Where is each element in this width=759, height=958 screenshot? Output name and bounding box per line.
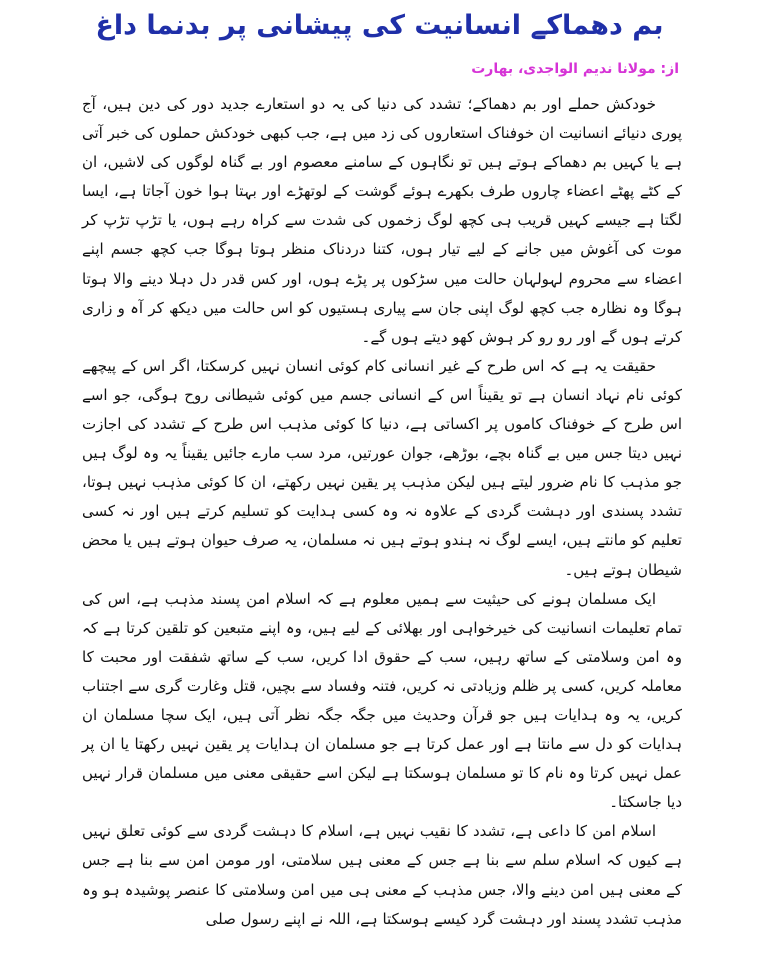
- paragraph-2: حقیقت یہ ہے کہ اس طرح کے غیر انسانی کام کوئی انسان نہیں کرسکتا، اگر اس کے پیچھے کوئی نام نہاد انسان ہے تو یقیناً اس کے انسانی جسم میں کوئی شیطانی روح ہوگی، جو اسے اس طرح کے خوفناک کاموں پر اکساتی ہے، دنیا کا کوئی مذہب اس طرح کے تشدد کی اجازت نہیں دیتا جس میں بے گناہ بچے، بوڑھے، جوان عورتیں، مرد سب مارے جائیں یقیناً یہ وہ لوگ ہیں جو مذہب کا نام ضرور لیتے ہیں لیکن مذہب پر یقین نہیں رکھتے، ان کا کوئی مذہب نہیں ہوتا، تشدد پسندی اور دہشت گردی کے علاوہ نہ وہ کسی ہدایت کو تسلیم کرتے ہیں اور نہ کسی تعلیم کو مانتے ہیں، ایسے لوگ نہ ہندو ہوتے ہیں نہ مسلمان، یہ صرف حیوان ہوتے ہیں یا محض شیطان ہوتے ہیں۔: [82, 356, 682, 579]
- paragraph-4: اسلام امن کا داعی ہے، تشدد کا نقیب نہیں ہے، اسلام کا دہشت گردی سے کوئی تعلق نہیں ہے کیوں کہ اسلام سلم سے بنا ہے جس کے معنی ہیں سلامتی، اور مومن امن سے بنا ہے جس کے معنی ہیں امن دینے والا، جس مذہب کے معنی ہی میں امن وسلامتی کا عنصر پوشیدہ ہو وہ مذہب تشدد پسند اور دہشت گرد کیسے ہوسکتا ہے، اللہ نے اپنے رسول صلی: [82, 822, 682, 928]
- article-title: بم دھماکے انسانیت کی پیشانی پر بدنما داغ: [95, 10, 664, 41]
- article-body: [82, 90, 682, 934]
- author-byline: از: مولانا ندیم الواجدی، بھارت: [471, 61, 679, 77]
- paragraph-1: خودکش حملے اور بم دھماکے؛ تشدد کی دنیا کی یہ دو استعارے جدید دور کی دین ہیں، آج پوری دنیائے انسانیت ان خوفناک استعاروں کی زد میں ہے، جب کبھی خودکش حملوں کی خبر آتی ہے یا کہیں بم دھماکے ہوتے ہیں تو نگاہوں کے سامنے معصوم اور بے گناہ لوگوں کی لاشیں، ان کے کٹے پھٹے اعضاء چاروں طرف بکھرے ہوئے گوشت کے لوتھڑے اور بہتا ہوا خون آجاتا ہے، ایسا لگتا ہے جیسے کہیں قریب ہی کچھ لوگ زخموں کی شدت سے کراہ رہے ہوں، یا تڑپ تڑپ کر موت کی آغوش میں جانے کے لیے تیار ہوں، کتنا دردناک منظر ہوتا ہوگا جب کچھ جسم اپنے اعضاء سے محروم لہولہان حالت میں سڑکوں پر پڑے ہوں، اور کس قدر دل دہلا دینے والا ہوتا ہوگا وہ نظارہ جب کچھ لوگ اپنی جان سے پیاری ہستیوں کو اس حالت میں دیکھ کر آہ و زاری کرتے ہوں گے اور رو رو کر ہوش کھو دیتے ہوں گے۔: [82, 95, 682, 346]
- paragraph-3: ایک مسلمان ہونے کی حیثیت سے ہمیں معلوم ہے کہ اسلام امن پسند مذہب ہے، اس کی تمام تعلیمات انسانیت کی خیرخواہی اور بھلائی کے لیے ہیں، وہ اپنے متبعین کو تلقین کرتا ہے کہ وہ امن وسلامتی کے ساتھ رہیں، سب کے حقوق ادا کریں، سب کے ساتھ شفقت اور محبت کا معاملہ کریں، کسی پر ظلم وزیادتی نہ کریں، فتنہ وفساد سے بچیں، قتل وغارت گری سے اجتناب کریں، یہ وہ ہدایات ہیں جو قرآن وحدیث میں جگہ جگہ نظر آتی ہیں، ایک سچا مسلمان ان ہدایات کو دل سے مانتا ہے اور عمل کرتا ہے جو مسلمان ان ہدایات پر یقین نہیں رکھتا یا ان پر عمل نہیں کرتا وہ نام کا تو مسلمان ہوسکتا ہے لیکن اسے حقیقی معنی میں مسلمان قرار نہیں دیا جاسکتا۔: [82, 589, 682, 812]
